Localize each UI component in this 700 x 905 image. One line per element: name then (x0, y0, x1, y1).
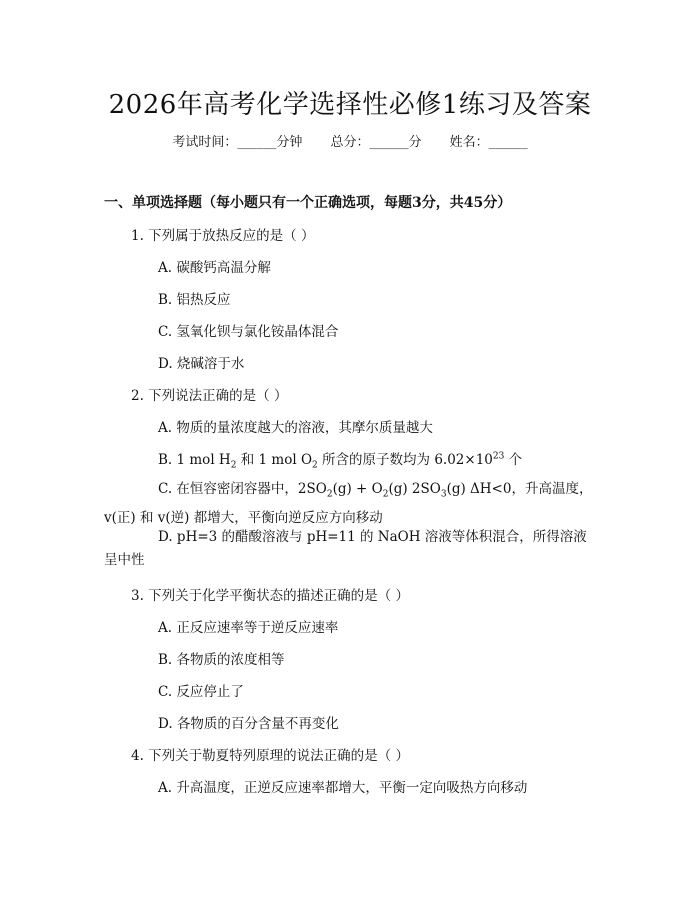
question-2-option-d: D. pH=3 的醋酸溶液与 pH=11 的 NaOH 溶液等体积混合，所得溶液呈中性 (104, 529, 587, 568)
section-heading: 一、单项选择题（每小题只有一个正确选项，每题3分，共45分） (104, 195, 512, 211)
question-1-stem: 1. 下列属于放热反应的是（ ） (131, 228, 315, 244)
question-1-option-d: D. 烧碱溶于水 (158, 356, 245, 372)
exponent-superscript: 23 (492, 451, 505, 462)
question-3-option-d: D. 各物质的百分含量不再变化 (158, 716, 339, 732)
question-4-option-a: A. 升高温度，正逆反应速率都增大，平衡一定向吸热方向移动 (158, 780, 528, 796)
o2-subscript: 2 (312, 460, 318, 471)
total-score: 总分：______分 (330, 135, 422, 150)
question-4-stem: 4. 下列关于勒夏特列原理的说法正确的是（ ） (131, 748, 409, 764)
option-c-text-4: (g) ΔH<0，升高温度，v(正) 和 v(逆) 都增大，平衡向逆反应方向移动 (104, 481, 593, 526)
question-1-option-a: A. 碳酸钙高温分解 (158, 260, 271, 276)
option-c-text-2: (g) + O (332, 481, 383, 497)
option-b-text-2: 和 1 mol O (236, 452, 313, 468)
question-2-option-b (158, 448, 522, 471)
question-1-option-b: B. 铝热反应 (158, 292, 231, 308)
question-2-stem: 2. 下列说法正确的是（ ） (131, 388, 288, 404)
exam-meta (0, 131, 700, 150)
so3-subscript: 3 (440, 489, 447, 500)
option-c-text-1: C. 在恒容密闭容器中，2SO (158, 481, 327, 497)
student-name: 姓名：______ (449, 135, 528, 150)
so2-subscript: 2 (326, 489, 333, 500)
question-2-option-c (104, 478, 600, 530)
question-2-option-a: A. 物质的量浓度越大的溶液，其摩尔质量越大 (158, 420, 433, 436)
option-b-text-4: 个 (504, 452, 523, 468)
question-3-option-c: C. 反应停止了 (158, 684, 244, 700)
exam-time: 考试时间：______分钟 (172, 135, 303, 150)
h2-subscript: 2 (230, 460, 237, 471)
option-b-text-3: 所含的原子数均为 6.02×10 (317, 452, 493, 468)
question-3-option-b: B. 各物质的浓度相等 (158, 652, 285, 668)
question-3-stem: 3. 下列关于化学平衡状态的描述正确的是（ ） (131, 588, 409, 604)
option-c-text-3: (g) 2SO (388, 481, 441, 497)
question-3-option-a: A. 正反应速率等于逆反应速率 (158, 620, 339, 636)
o2-subscript: 2 (382, 489, 389, 500)
question-1-option-c: C. 氢氧化钡与氯化铵晶体混合 (158, 324, 339, 340)
page-title: 2026年高考化学选择性必修1练习及答案 (108, 90, 592, 120)
option-b-text-1: B. 1 mol H (158, 452, 231, 468)
